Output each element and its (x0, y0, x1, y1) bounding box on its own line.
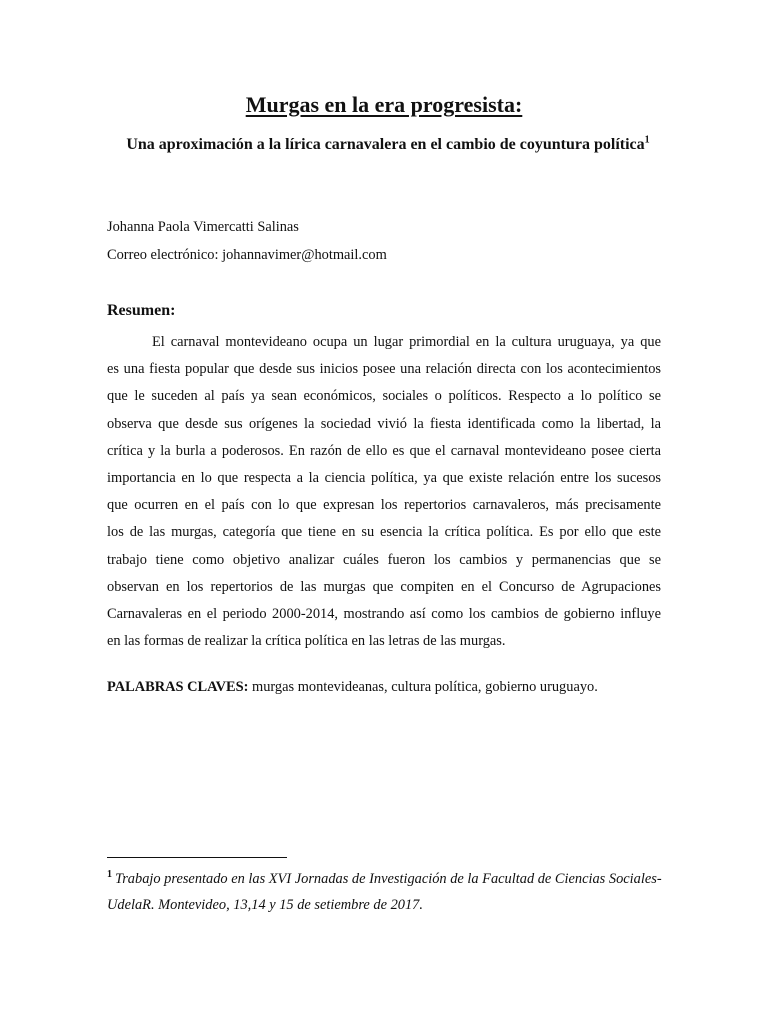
keywords-label: PALABRAS CLAVES: (107, 679, 249, 695)
abstract-line: El carnaval montevideano ocupa un lugar primordial en la cultura uruguaya, ya que (152, 334, 661, 350)
paper-title: Murgas en la era progresista: (245, 92, 523, 117)
subtitle-text: Una aproximación a la lírica carnavalera en el cambio de coyuntura política (126, 136, 645, 153)
keywords-text: murgas montevideanas, cultura política, gobierno uruguayo. (248, 679, 598, 695)
abstract-line: que le suceden al país ya sean económicos, sociales o políticos. Respecto a lo político se (107, 388, 661, 405)
abstract-line: es una fiesta popular que desde sus inicios posee una relación directa con los acontecimientos (107, 361, 661, 378)
author-name: Johanna Paola Vimercatti Salinas (107, 219, 299, 235)
abstract-body (107, 329, 661, 655)
abstract-line: en las formas de realizar la crítica política en las letras de las murgas. (107, 633, 506, 650)
abstract-line: los de las murgas, categoría que tiene en su esencia la crítica política. Es por ello que este (107, 524, 661, 541)
paper-subtitle (107, 130, 669, 160)
subtitle-footnote-mark: 1 (644, 134, 650, 146)
abstract-line: crítica y la burla a poderosos. En razón de ello es que el carnaval montevideano posee cierta (107, 442, 661, 459)
abstract-line: observa que desde sus orígenes la sociedad vivió la fiesta identificada como la libertad, la (107, 415, 661, 432)
abstract-line: importancia en lo que respecta a la ciencia política, ya que existe relación entre los sucesos (107, 469, 661, 486)
footnote-mark: 1 (107, 869, 112, 881)
abstract-line: observan en los repertorios de las murgas que compiten en el Concurso de Agrupaciones (107, 578, 661, 595)
keywords (107, 679, 598, 696)
author-email: Correo electrónico: johannavimer@hotmail.com (107, 247, 387, 263)
abstract-line: que ocurren en el país con lo que expresan los repertorios carnavaleros, más precisamente (107, 497, 661, 514)
footnote (107, 866, 667, 918)
footnote-text: Trabajo presentado en las XVI Jornadas de Investigación de la Facultad de Ciencias Sociales-UdelaR. Montevideo, 13,14 y 15 de setiembre de 2017. (107, 871, 662, 913)
abstract-line: trabajo tiene como objetivo analizar cuáles fueron los cambios y permanencias que se (107, 551, 661, 568)
footnote-divider (107, 857, 287, 858)
abstract-line: Carnavaleras en el periodo 2000-2014, mostrando así como los cambios de gobierno influye (107, 605, 661, 622)
abstract-heading: Resumen: (107, 302, 176, 319)
